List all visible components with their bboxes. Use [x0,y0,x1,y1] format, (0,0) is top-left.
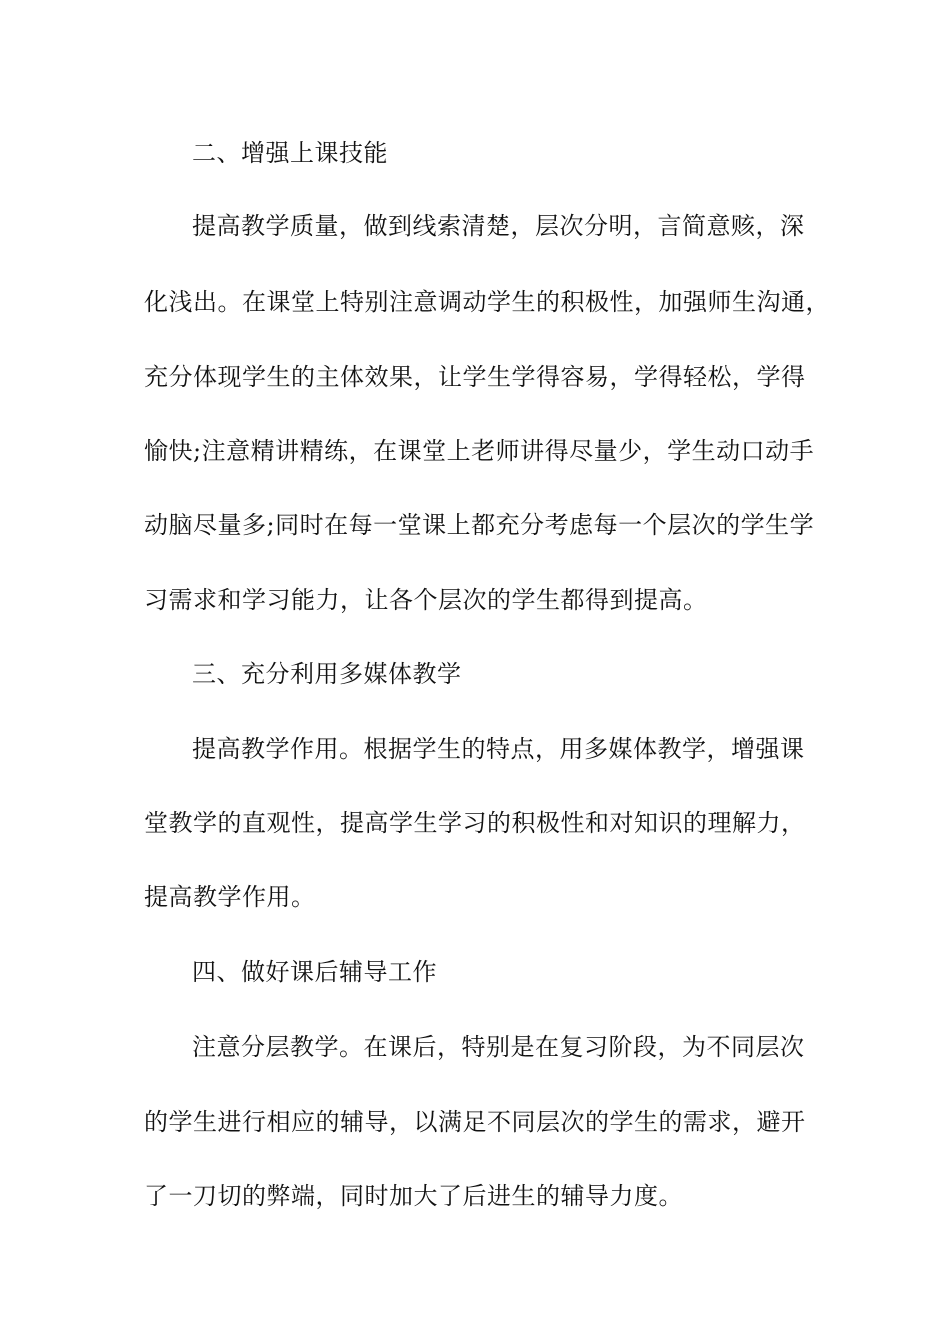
section-heading-4: 四、做好课后辅导工作 [192,958,437,986]
paragraph-line: 充分体现学生的主体效果，让学生学得容易，学得轻松，学得 [144,363,806,391]
paragraph-line: 堂教学的直观性，提高学生学习的积极性和对知识的理解力， [144,809,806,837]
section-heading-3: 三、充分利用多媒体教学 [192,660,462,688]
paragraph-line: 提高教学质量，做到线索清楚，层次分明，言简意赅，深 [192,212,805,240]
paragraph-line: 提高教学作用。根据学生的特点，用多媒体教学，增强课 [192,735,805,763]
paragraph-line: 动脑尽量多;同时在每一堂课上都充分考虑每一个层次的学生学 [144,511,815,539]
paragraph-line: 注意分层教学。在课后，特别是在复习阶段，为不同层次 [192,1033,805,1061]
paragraph-line: 习需求和学习能力，让各个层次的学生都得到提高。 [144,586,708,614]
paragraph-line: 愉快;注意精讲精练，在课堂上老师讲得尽量少，学生动口动手 [144,437,815,465]
paragraph-line: 提高教学作用。 [144,883,316,911]
paragraph-line: 化浅出。在课堂上特别注意调动学生的积极性，加强师生沟通， [144,288,830,316]
paragraph-line: 了一刀切的弊端，同时加大了后进生的辅导力度。 [144,1182,683,1210]
section-heading-2: 二、增强上课技能 [192,139,388,167]
paragraph-line: 的学生进行相应的辅导，以满足不同层次的学生的需求，避开 [144,1108,806,1136]
